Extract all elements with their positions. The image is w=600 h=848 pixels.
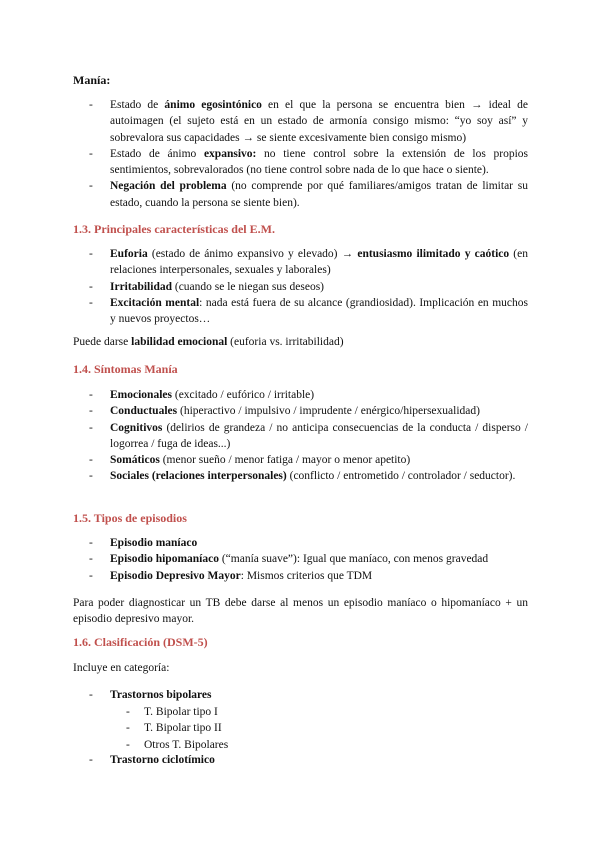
bullet: - [89, 569, 93, 582]
bullet: - [126, 738, 130, 751]
bullet: - [89, 454, 93, 467]
list-item: - Episodio Depresivo Mayor: Mismos criterios que TDM [0, 568, 528, 584]
diagnostico-paragraph: Para poder diagnosticar un TB debe darse al menos un episodio maníaco o hipomaníaco + un episodio depresivo mayor. [73, 597, 528, 626]
list-item: - Sociales (relaciones interpersonales) (conflicto / entrometido / controlador / seductor). [0, 468, 528, 484]
list-item: - Excitación mental: nada está fuera de su alcance (grandiosidad). Implicación en muchos y nuevos proyectos… [89, 296, 528, 326]
list-item: - Conductuales (hiperactivo / impulsivo / imprudente / enérgico/hipersexualidad) [0, 403, 528, 419]
list-item: - Trastornos bipolares [0, 687, 528, 703]
list-item: - Trastorno ciclotímico [0, 752, 528, 768]
bullet: - [89, 180, 93, 193]
bullet: - [89, 280, 93, 293]
bullet: - [126, 722, 130, 735]
list-item: - Otros T. Bipolares [0, 737, 528, 753]
clasificacion-list [0, 687, 600, 703]
bipolares-sublist [0, 704, 600, 753]
bullet: - [89, 689, 93, 701]
list-item: - T. Bipolar tipo II [0, 720, 528, 736]
caracteristicas-list [0, 246, 600, 327]
bullet: - [89, 296, 93, 309]
list-item: - Euforia (estado de ánimo expansivo y elevado) → entusiasmo ilimitado y caótico (en relaciones interpersonales, sexuales y laborales) [89, 248, 528, 277]
bullet: - [89, 553, 93, 566]
bullet: - [89, 405, 93, 418]
bullet: - [89, 99, 93, 111]
bullet: - [126, 706, 130, 718]
episodios-list [0, 535, 600, 584]
list-item: - T. Bipolar tipo I [0, 704, 528, 720]
list-item: - Emocionales (excitado / eufórico / irritable) [0, 387, 528, 403]
bullet: - [89, 754, 93, 766]
bullet: - [89, 389, 93, 401]
list-item: - Cognitivos (delirios de grandeza / no anticipa consecuencias de la conducta / disperso / logorrea / fuga de ideas...) [89, 421, 528, 450]
labilidad-paragraph: Puede darse labilidad emocional (euforia vs. irritabilidad) [73, 336, 344, 348]
bullet: - [89, 248, 93, 260]
list-item: - Estado de ánimo egosintónico en el que la persona se encuentra bien → ideal de autoimagen (el sujeto está en un estado de armonía consigo mismo: “yo soy así” y sobrevalora sus capacidades → se siente excesivamente bien consigo mismo) [89, 99, 528, 144]
sintomas-list [0, 387, 600, 485]
list-item: - Estado de ánimo expansivo: no tiene control sobre la extensión de los propios sentimientos, sobrevalorados (no tiene control sobre nada de lo que hace o siente). [89, 147, 528, 177]
section-heading-1-4: 1.4. Síntomas Manía [73, 362, 178, 376]
list-item: - Somáticos (menor sueño / menor fatiga / mayor o menor apetito) [0, 452, 528, 468]
mania-heading: Manía: [73, 73, 111, 87]
bullet: - [89, 470, 93, 483]
section-heading-1-3: 1.3. Principales características del E.M. [73, 222, 275, 236]
list-item: - Episodio maníaco [0, 535, 528, 551]
bullet: - [89, 537, 93, 549]
list-item: - Negación del problema (no comprende por qué familiares/amigos tratan de limitar su estado, cuando la persona se siente bien). [89, 180, 528, 209]
section-heading-1-6: 1.6. Clasificación (DSM-5) [73, 635, 208, 649]
mania-list [0, 97, 600, 211]
bullet: - [89, 421, 93, 434]
list-item: - Episodio hipomaníaco (“manía suave”): Igual que maníaco, con menos gravedad [0, 551, 528, 567]
section-heading-1-5: 1.5. Tipos de episodios [73, 511, 187, 525]
clasificacion-list-2 [0, 752, 600, 768]
incluye-text: Incluye en categoría: [73, 662, 170, 674]
bullet: - [89, 147, 93, 160]
list-item: - Irritabilidad (cuando se le niegan sus deseos) [0, 279, 528, 295]
